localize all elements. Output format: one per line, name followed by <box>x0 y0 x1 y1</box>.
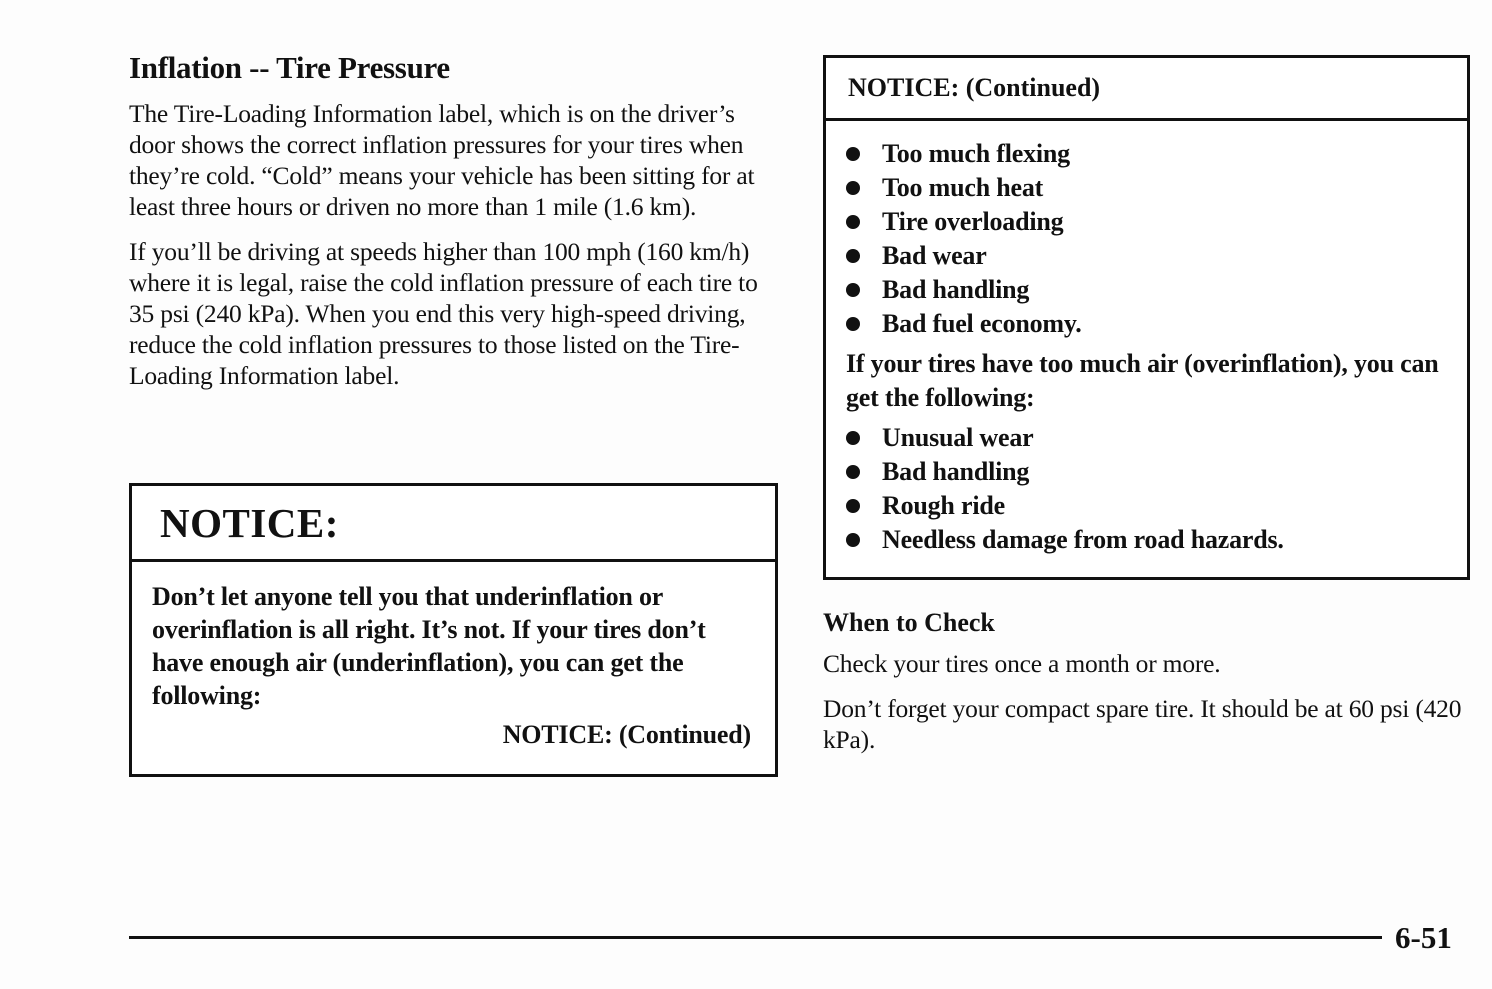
list-item <box>846 273 1467 307</box>
notice-body <box>132 562 775 751</box>
list-item <box>846 489 1467 523</box>
when-to-check-title: When to Check <box>823 608 995 637</box>
notice-continued-box <box>823 55 1470 580</box>
notice-box <box>129 483 778 777</box>
list-item <box>846 421 1467 455</box>
list-item <box>846 307 1467 341</box>
underinflation-list <box>826 137 1467 341</box>
list-item-text: Too much heat <box>882 173 1044 202</box>
bullet-icon <box>846 215 860 229</box>
bullet-icon <box>846 499 860 513</box>
bullet-icon <box>846 465 860 479</box>
overinflation-text: If your tires have too much air (overinflation), you can get the following: <box>846 349 1439 412</box>
footer-divider <box>129 936 1382 939</box>
notice-continued-heading: NOTICE: (Continued) <box>826 58 1467 121</box>
bullet-icon <box>846 147 860 161</box>
list-item <box>846 455 1467 489</box>
bullet-icon <box>846 249 860 263</box>
bullet-icon <box>846 181 860 195</box>
bullet-icon <box>846 317 860 331</box>
notice-heading: NOTICE: <box>132 486 775 562</box>
tire-loading-paragraph: The Tire-Loading Information label, which is on the driver’s door shows the correct inflation pressures for your tires when they’re cold. “Cold” means your vehicle has been sitting for at least three hours or driven no more than 1 mile (1.6 km). <box>129 99 755 221</box>
list-item <box>846 205 1467 239</box>
left-column <box>129 48 777 405</box>
list-item <box>846 239 1467 273</box>
bullet-icon <box>846 431 860 445</box>
notice-continued-label: NOTICE: (Continued) <box>502 720 751 749</box>
list-item-text: Bad handling <box>882 457 1030 486</box>
check-frequency-paragraph: Check your tires once a month or more. <box>823 649 1221 678</box>
list-item <box>846 523 1467 557</box>
when-to-check-section <box>823 606 1463 769</box>
list-item-text: Bad fuel economy. <box>882 309 1082 338</box>
list-item-text: Tire overloading <box>882 207 1064 236</box>
bullet-icon <box>846 533 860 547</box>
list-item-text: Bad wear <box>882 241 987 270</box>
list-item <box>846 171 1467 205</box>
bullet-icon <box>846 283 860 297</box>
spare-tire-paragraph: Don’t forget your compact spare tire. It should be at 60 psi (420 kPa). <box>823 694 1462 754</box>
section-title: Inflation -- Tire Pressure <box>129 50 450 85</box>
page-number: 6-51 <box>1395 920 1452 955</box>
overinflation-list <box>826 421 1467 557</box>
list-item-text: Too much flexing <box>882 139 1070 168</box>
list-item-text: Rough ride <box>882 491 1005 520</box>
notice-body-text: Don’t let anyone tell you that underinflation or overinflation is all right. It’s not. If your tires don’t have enough air (underinflation), you can get the following: <box>152 582 706 710</box>
list-item-text: Unusual wear <box>882 423 1034 452</box>
list-item <box>846 137 1467 171</box>
list-item-text: Needless damage from road hazards. <box>882 525 1284 554</box>
high-speed-paragraph: If you’ll be driving at speeds higher than 100 mph (160 km/h) where it is legal, raise the cold inflation pressure of each tire to 35 psi (240 kPa). When you end this very high-speed driving, reduce the cold inflation pressures to those listed on the Tire-Loading Information label. <box>129 237 758 390</box>
list-item-text: Bad handling <box>882 275 1030 304</box>
